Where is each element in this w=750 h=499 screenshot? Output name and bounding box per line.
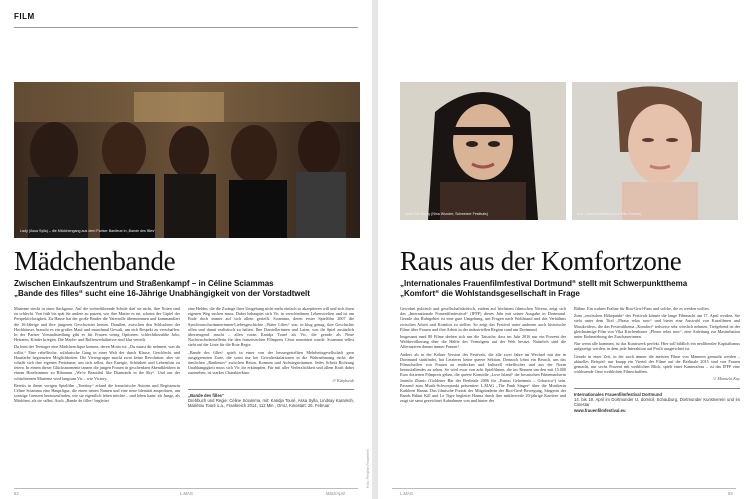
author-signature: /// Kittyhawk bbox=[332, 377, 354, 383]
paragraph: „Bande des filles“ spielt in einer von der bessergestellten Mehrheitsgesellschaft gern ausgegrenzten Zone, die sonst nur bei Gewalteskalationen in die Wahrnehmung rückt: die ärmlichen „Banlieues“ zwischen Beton, Konsum und Aufstiegsträumen. Jedes Schritt Richtung Unabhängigkeit muss sich Vic ihr erkämpfen. Für mit aller Verletzlichkeit und allem Kraft dabei zuzusehen, ist starkes Charakterkino. bbox=[188, 349, 354, 376]
article-deck bbox=[400, 279, 740, 299]
portrait-photo-right bbox=[572, 82, 738, 220]
info-title: „Bande des filles“ bbox=[188, 392, 225, 398]
magazine-name: L.MAG bbox=[400, 491, 414, 496]
author-signature: /// Manuela Kay bbox=[712, 376, 740, 382]
paragraph: Zum „erotischen Höhepunkt“ des Festivals könnte die lange Filmnacht am 17. April werden. Sie steht unter dem Titel „Please relax now“ und bietet eine Auswahl von Kurzfilmen und Musikvideos, die das Festivalthema „Komfort“ teilweise sehr wörtlich nehmen. Tiefgehend ist der gleichnamige Film von Vika Kirchenbauer „Please relax now“, eine Anleitung zur Masturbation unter Einbeziehung der Zuschauerinnen. bbox=[574, 313, 740, 340]
photo-caption-left: Muhi Erik Barsy (Nina Wunder, Schweizer Festivals) bbox=[405, 212, 489, 216]
info-text: Drehbuch und Regie: Céline Sciamma, mit: Karidja Touré, Assa Sylla, Lindsay Karamoh, Mariétou Touré u.a., Frankreich 2014, 112 Min., OmU, Kinostart: 26. Februar bbox=[188, 398, 354, 409]
film-info-box bbox=[188, 389, 354, 409]
paragraph: Anders als in der Kölner Version des Festivals, die alle zwei Jahre im Wechsel mit der in Dortmund stattfindet, hat Letzteres keine queere Sektion. Dennoch lohnt ein Besuch, um das Filmschaffen von Frauen zu entdecken und kulturell rebellisches und aus der Norm herausfallendes zu sehen. So wird zwar von acht Spielfilmen, die ins Rennen um den mit 15.000 Euro dotierten Filmpreis gehen, die queere Komödie „Love Island“ der bosnischen Filmemacherin Jasmila Zbanic (Goldener Bär der Berlinale 2006 für „Esmas Geheimnis – Grbavica“) sein. Passend zum Musik-Schwerpunkt präsentiert L.MAG „The Punk Singer“ über die Musikerin Kathleen Hanna. Das filmische Porträt der Mitgründerin der Riot-Grrrl-Bewegung, Sängerin der Bands Bikini Kill und Le Tigre begleitet Hanna durch ihre mittlerweile 20-jährige Karriere und zeigt sie samt gezeichnet Aufnahmen von und hinter der bbox=[400, 351, 566, 404]
paragraph: Bereits in ihrem vorigen Spielfilm „Tomboy“ erfand die französische Autorin und Regisseurin Céline Sciamma eine Hauptfigur, die einen neuen Namen und eine neue Identität ausprobiert, um sonstige Grenzen herauszufinden, wie sie eigentlich leben möchte – und leben kann: als Junge, als Mädchen, als sie selbst. Auch „Bande de filles“ begleitet bbox=[14, 382, 180, 404]
magazine-name: L.MAG bbox=[180, 491, 194, 496]
deck-line-1: Zwischen Einkaufszentrum und Straßenkampf – in Céline Sciammas bbox=[14, 279, 274, 288]
footer-rule bbox=[392, 488, 736, 489]
page-number: 63 bbox=[728, 491, 733, 496]
right-page bbox=[378, 0, 750, 499]
left-page bbox=[0, 0, 372, 499]
footer-rule bbox=[14, 488, 358, 489]
paragraph: Marieme steckt in einer Sackgasse. Auf die weiterführende Schule darf sie nicht, ihre Noten sind zu schlecht. Von früh bis spät für andere zu putzen, wie ihre Mutter es tut, scheint der Gipfel der Perspektivlosigkeit. Zu Hause hat der große Bruder die Vaterrolle übernommen und kommandiert die 16-Jährige und ihre jüngeren Geschwister herum. Draußen, zwischen den Schluchten der Hochhäuser, braucht es ein großes Maul und manchmal Gewalt, um sich Respekt zu verschaffen. In der Pariser Vorstadtsiedlung gibt es für Frauen wenig Optionen: schlechtbezahlte Jobs, Heiraten, Kinder kriegen. Die Macht- und Rollenverhältnisse sind klar verteilt. bbox=[14, 306, 180, 343]
paragraph: Gewohnt politisch und gesellschaftskritisch, zudem auf höchstem filmischen Niveau, zeigt sich das „Internationale Frauenfilmfestival“ (IFFF) dieses Jahr mit seiner Ausgabe in Dortmund. Gerade das Ruhrgebiet ist eine gute Umgebung, um Fragen nach Wohlstand und das Verhältnis zwischen Arbeit und Komfort zu stellen. So zeigt das Festival unter anderem auch historische Filme über Frauen und ihre Arbeit in der industriellen Region rund um Dortmund. bbox=[400, 306, 566, 332]
body-columns bbox=[400, 306, 740, 413]
photo-credit: Foto: Peripher Filmverleih bbox=[366, 449, 370, 488]
body-column-1 bbox=[14, 306, 180, 409]
paragraph: Da lernt der Teenager eine Mädchenclique kennen, deren Motto ist: „Du musst dir nehmen, was du willst.“ Eine rebellische, solidarische Gang in einer Welt der durch Klasse, Geschlecht und Hautfarbe begrenzten Möglichkeiten. Die Vierergruppe macht zwar keine Revolution, aber sie schafft sich ihre eigenen Freiräume, um sich selbst, ihre Energie, Schönheit und Lebenslust zu feiern. In einem dieser Glücksmomente tanzen die jungen Frauen in geschenkten Abendkleidern in einem Hotelzimmer zu Rihannas „We're Beautiful like Diamonds in the Sky“. Und aus der schüchternen Marieme wird langsam Vic – wie Victory. bbox=[14, 344, 180, 381]
article-headline: Raus aus der Komfortzone bbox=[400, 246, 682, 276]
section-divider bbox=[14, 27, 358, 28]
article-deck bbox=[14, 279, 364, 299]
body-column-2 bbox=[574, 306, 740, 413]
body-column-1 bbox=[400, 306, 566, 413]
deck-line-2: „Komfort“ die Wohlstandsgesellschaft in Frage bbox=[400, 289, 580, 298]
paragraph: Bühne. Ein wahres Fraline für Riot-Grrrl-Fans und solche, die es werden wollen. bbox=[574, 306, 710, 311]
info-text: 14. bis 19. April im Dortmunder U, domicil, Schauburg, Dortmunder Kunstverein und im Cinestar bbox=[574, 396, 740, 408]
body-column-2 bbox=[188, 306, 354, 409]
issue-date: März/April bbox=[326, 491, 345, 496]
festival-url[interactable]: www.frauenfilmfestival.eu bbox=[574, 407, 626, 413]
festival-info-box bbox=[574, 388, 740, 413]
section-label: FILM bbox=[14, 12, 35, 21]
deck-line-2: „Bande des filles“ sucht eine 16-Jährige Unabhängigkeit von der Vorstadtwelt bbox=[14, 289, 310, 298]
paragraph: Nur wenn alle kommen, ist das Kunstwerk perfekt. Hier soll bildlich ein neoliberaler Kapitalismus aufgezeigt werden, in dem jede Interaktion auf Profit ausgerichtet ist. bbox=[574, 341, 740, 352]
paragraph: Gerade in einer Zeit, in der noch immer die meisten Filme von Männern gemacht werden – aktuelles Beispiel: nur knapp ein Viertel der Filme auf der Berlinale 2015 sind von Frauen gemacht, nur sechs Prozent mit weiblichen Blick, spielt einer Kamerafrau – ist das IFFF eine wohltuende Oase weiblichen Filmschaffens. bbox=[574, 353, 740, 375]
body-columns bbox=[14, 306, 354, 409]
paragraph: Insgesamt rund 80 Filme drehen sich um die Tatsache, dass im Jahr 2016 nur ein Prozent der Weltbevölkerung über die Hälfte des Vermögens auf der Welt besitzt. Natürlich sind die Alternativen darum immer Frauen! bbox=[400, 334, 566, 350]
info-title: Internationales Frauenfilmfestival Dortmund bbox=[574, 391, 662, 397]
deck-line-1: „Internationales Frauenfilmfestival Dortmund“ stellt mit Schwerpunktthema bbox=[400, 279, 688, 288]
portrait-photo-left bbox=[400, 82, 566, 220]
film-still-girls-gang bbox=[14, 82, 360, 238]
paragraph: eine Heldin, die die Zwänge ihrer Umgebung nicht mehr einfach so akzeptieren will und sich ihren eigenen Weg suchen muss. Dabei behauptet sich Vic in verschiedenen Lebenswelten und ist am Ende doch immer auf sich allein gestellt. Sciamma, deren erster Spielfilm 2007 die Synchronschwimmerinnen-Liebesgeschichte „Water Lilies“ war, in klug genug, ihre Geschichte offen und damit realistisch zu halten. Ihre Darstellerinnen und Laien, was ihr Spiel zusätzlich überzeugend macht – allen voran Karidja Touré als Vic, die gerade als Neue Nachwuchsdarstellerin für den französischen Filmpreis César nominiert wurde. Sciamma selbst sieht auf der Linie für die Rote Regie. bbox=[188, 306, 354, 348]
photo-caption-right: Aus: Dokumentarfilm (Lina Wils-Fischer) bbox=[577, 212, 642, 216]
article-headline: Mädchenbande bbox=[14, 246, 176, 276]
page-number: 62 bbox=[14, 491, 19, 496]
photo-caption: Lady (Assa Sylla) – die Mädchengang aus dem Pariser Banlieue in „Bande des filles“ bbox=[20, 229, 156, 233]
